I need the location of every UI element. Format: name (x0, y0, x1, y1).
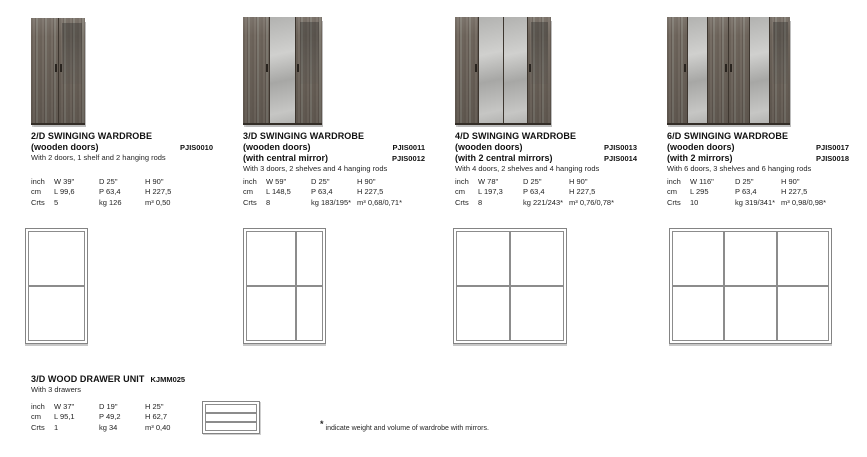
spec-row-cm (31, 187, 236, 197)
spec-height: H 227,5 (569, 187, 596, 197)
spec-weight: kg 183/195* (311, 197, 352, 207)
product-code: PJIS0018 (816, 153, 849, 163)
spec-crts: Crts (455, 197, 469, 207)
variant-line (455, 153, 637, 164)
wardrobe-6d-diagram (669, 228, 832, 344)
spec-volume: m³ 0,98/0,98* (781, 197, 827, 207)
product-title: 6/D SWINGING WARDROBE (667, 131, 789, 141)
spec-row-cm (455, 187, 660, 197)
wood-door (770, 17, 790, 123)
spec-qty: 8 (266, 197, 271, 207)
spec-volume: m³ 0,76/0,78* (569, 197, 615, 207)
spec-row-cm (667, 187, 867, 197)
wood-door (59, 18, 86, 123)
wardrobe-2d-photo (31, 18, 85, 125)
spec-unit: inch (31, 402, 45, 411)
spec-unit: cm (31, 187, 41, 197)
variant-label: (wooden doors) (31, 141, 99, 152)
spec-depth: D 25" (311, 177, 330, 186)
wood-door (455, 17, 478, 123)
diagram-cell (510, 286, 564, 341)
spec-height: H 227,5 (781, 187, 808, 197)
product-title: 3/D WOOD DRAWER UNIT (31, 374, 145, 384)
product-code: PJIS0017 (816, 142, 849, 152)
product-description: With 6 doors, 3 shelves and 6 hanging rods (667, 164, 812, 173)
mirror-door (479, 17, 502, 123)
diagram-cell (672, 286, 724, 341)
spec-width: L 197,3 (478, 187, 503, 197)
variant-label: (wooden doors) (243, 141, 311, 152)
spec-row-crts (31, 198, 236, 208)
footnote-text: indicate weight and volume of wardrobe with mirrors. (325, 425, 489, 432)
spec-depth: P 63,4 (311, 187, 333, 197)
wardrobe-2d-diagram (25, 228, 88, 344)
product-info (243, 131, 425, 174)
diagram-cell (205, 422, 257, 431)
spec-depth: P 49,2 (99, 412, 121, 422)
spec-width: W 116" (690, 177, 714, 186)
wardrobe-3d-photo (243, 17, 322, 125)
wardrobe-6d-photo (667, 17, 790, 125)
spec-crts: Crts (667, 197, 681, 207)
wardrobe-3d-diagram (243, 228, 326, 344)
spec-row-crts (667, 198, 867, 208)
variant-line (667, 142, 849, 153)
variant-line (243, 142, 425, 153)
spec-weight: kg 34 (99, 422, 118, 432)
spec-width: L 99,6 (54, 187, 75, 197)
product-info (455, 131, 637, 174)
spec-depth: D 19" (99, 402, 118, 411)
product-column-6d (667, 0, 867, 457)
product-code: PJIS0010 (180, 142, 213, 152)
diagram-cell (456, 286, 510, 341)
variant-line (31, 142, 213, 153)
wood-door (667, 17, 687, 123)
asterisk-marker: * (320, 419, 324, 429)
spec-height: H 90" (781, 177, 800, 186)
variant-label: (with central mirror) (243, 152, 329, 163)
product-description: With 3 drawers (31, 385, 82, 394)
spec-row-cm (243, 187, 448, 197)
spec-depth: P 63,4 (99, 187, 121, 197)
spec-qty: 1 (54, 422, 59, 432)
product-title: 2/D SWINGING WARDROBE (31, 131, 153, 141)
glass-pane (773, 22, 788, 83)
spec-qty: 5 (54, 197, 59, 207)
mirror-footnote (320, 419, 489, 432)
variant-label: (wooden doors) (455, 141, 523, 152)
spec-width: L 148,5 (266, 187, 291, 197)
wardrobe-4d-diagram (453, 228, 567, 344)
wood-door (31, 18, 58, 123)
variant-label: (with 2 mirrors) (667, 152, 733, 163)
spec-volume: m³ 0,40 (145, 422, 171, 432)
spec-height: H 90" (569, 177, 588, 186)
spec-unit: inch (455, 177, 469, 186)
spec-height: H 227,5 (145, 187, 172, 197)
spec-width: W 59" (266, 177, 287, 186)
wood-door (729, 17, 749, 123)
spec-height: H 25" (145, 402, 164, 411)
spec-table (455, 177, 660, 208)
spec-width: W 37" (54, 402, 75, 411)
spec-height: H 62,7 (145, 412, 168, 422)
diagram-cell (672, 231, 724, 286)
diagram-cell (296, 231, 323, 286)
spec-table (667, 177, 867, 208)
product-column-4d (455, 0, 661, 457)
diagram-cell (28, 231, 85, 286)
spec-crts: Crts (31, 422, 45, 432)
mirror-door (270, 17, 296, 123)
diagram-cell (510, 231, 564, 286)
product-code: PJIS0011 (392, 142, 425, 152)
spec-depth: D 25" (99, 177, 118, 186)
spec-width: L 295 (690, 187, 709, 197)
spec-crts: Crts (243, 197, 257, 207)
diagram-cell (777, 286, 829, 341)
diagram-cell (777, 231, 829, 286)
spec-qty: 8 (478, 197, 483, 207)
diagram-cell (296, 286, 323, 341)
spec-table (243, 177, 448, 208)
spec-volume: m³ 0,50 (145, 197, 171, 207)
glass-pane (62, 23, 82, 84)
product-title: 3/D SWINGING WARDROBE (243, 131, 365, 141)
spec-weight: kg 126 (99, 197, 122, 207)
spec-depth: D 25" (735, 177, 754, 186)
spec-width: L 95,1 (54, 412, 75, 422)
product-code: KJMM025 (150, 375, 186, 384)
spec-unit: inch (667, 177, 681, 186)
product-description: With 2 doors, 1 shelf and 2 hanging rods (31, 153, 166, 162)
glass-pane (531, 22, 548, 83)
diagram-cell (456, 231, 510, 286)
variant-label: (wooden doors) (667, 141, 735, 152)
spec-height: H 227,5 (357, 187, 384, 197)
diagram-cell (724, 231, 776, 286)
mirror-door (750, 17, 770, 123)
product-code: PJIS0012 (392, 153, 425, 163)
spec-unit: inch (31, 177, 45, 186)
spec-table (31, 177, 236, 208)
spec-qty: 10 (690, 197, 699, 207)
spec-unit: cm (667, 187, 677, 197)
spec-volume: m³ 0,68/0,71* (357, 197, 403, 207)
product-code: PJIS0014 (604, 153, 637, 163)
variant-line (667, 153, 849, 164)
glass-pane (300, 22, 319, 83)
mirror-door (504, 17, 527, 123)
spec-unit: cm (243, 187, 253, 197)
spec-row-crts (243, 198, 448, 208)
variant-line (455, 142, 637, 153)
spec-unit: cm (455, 187, 465, 197)
mirror-door (688, 17, 708, 123)
diagram-cell (205, 413, 257, 422)
spec-depth: D 25" (523, 177, 542, 186)
spec-width: W 39" (54, 177, 75, 186)
product-title: 4/D SWINGING WARDROBE (455, 131, 577, 141)
spec-width: W 78" (478, 177, 499, 186)
diagram-cell (205, 404, 257, 413)
spec-height: H 90" (145, 177, 164, 186)
spec-row-inch (455, 177, 660, 187)
product-info (667, 131, 849, 174)
spec-depth: P 63,4 (523, 187, 545, 197)
spec-weight: kg 319/341* (735, 197, 776, 207)
product-description: With 4 doors, 2 shelves and 4 hanging rods (455, 164, 600, 173)
product-description: With 3 doors, 2 shelves and 4 hanging rods (243, 164, 388, 173)
spec-unit: cm (31, 412, 41, 422)
spec-row-crts (455, 198, 660, 208)
spec-unit: inch (243, 177, 257, 186)
product-info (31, 131, 213, 163)
product-code: PJIS0013 (604, 142, 637, 152)
drawer-unit-diagram (202, 401, 260, 434)
variant-line (243, 153, 425, 164)
wardrobe-4d-photo (455, 17, 551, 125)
diagram-cell (246, 231, 296, 286)
diagram-cell (724, 286, 776, 341)
diagram-cell (246, 286, 296, 341)
drawer-unit-title-row (31, 374, 291, 385)
spec-row-inch (243, 177, 448, 187)
diagram-cell (28, 286, 85, 341)
wood-door (708, 17, 728, 123)
wood-door (528, 17, 551, 123)
spec-row-inch (31, 177, 236, 187)
spec-depth: P 63,4 (735, 187, 757, 197)
spec-height: H 90" (357, 177, 376, 186)
spec-row-inch (667, 177, 867, 187)
wood-door (296, 17, 322, 123)
wood-door (243, 17, 269, 123)
spec-crts: Crts (31, 197, 45, 207)
variant-label: (with 2 central mirrors) (455, 152, 553, 163)
spec-weight: kg 221/243* (523, 197, 564, 207)
